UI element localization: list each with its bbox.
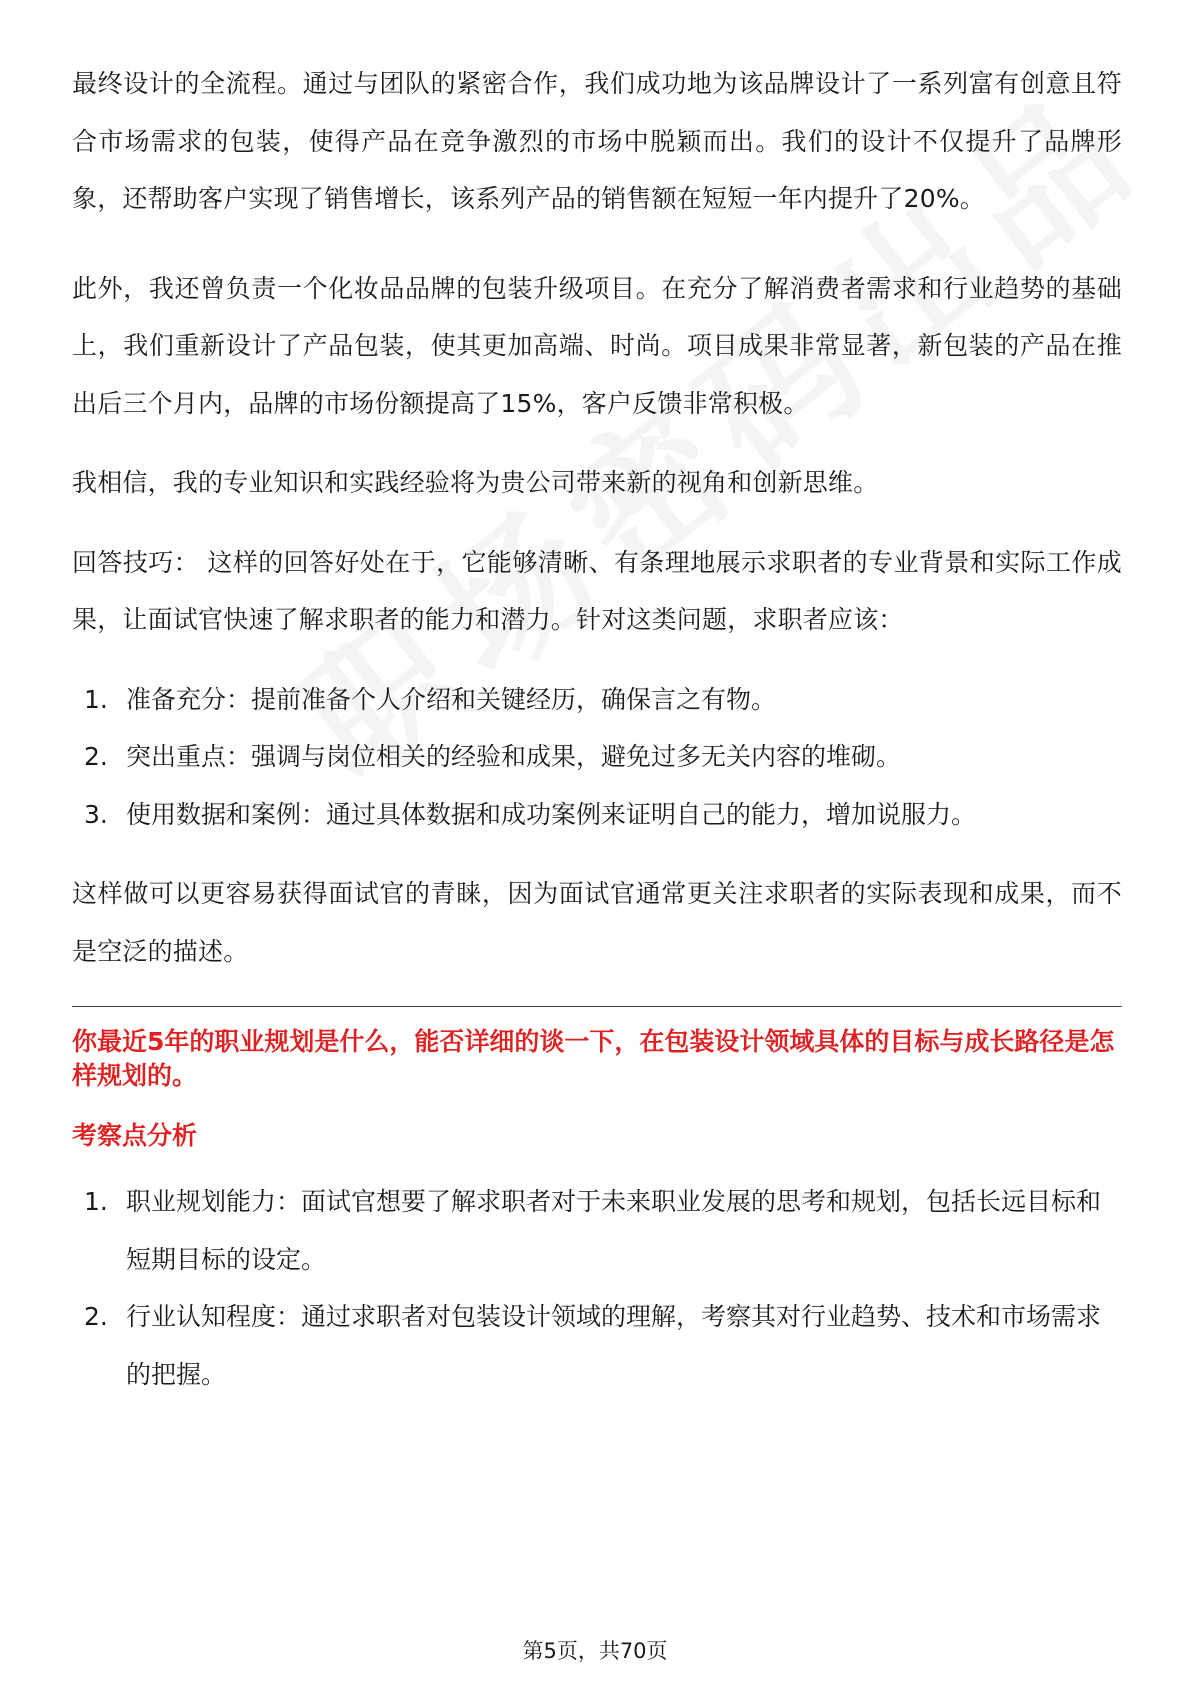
- list-item: [72, 671, 1122, 729]
- list-item: [72, 786, 1122, 844]
- analysis-list: [72, 1173, 1122, 1403]
- paragraph-design-results: 最终设计的全流程。通过与团队的紧密合作，我们成功地为该品牌设计了一系列富有创意且符合市场需求的包装，使得产品在竞争激烈的市场中脱颖而出。我们的设计不仅提升了品牌形象，还帮助客户实现了销售增长，该系列产品的销售额在短短一年内提升了20%。: [72, 69, 1122, 213]
- paragraph-closing-statement: 我相信，我的专业知识和实践经验将为贵公司带来新的视角和创新思维。: [72, 468, 879, 497]
- page-number: 第5页，共70页: [522, 1639, 668, 1663]
- list-item-number: 2.: [84, 1302, 108, 1331]
- list-item-number: 2.: [84, 742, 108, 771]
- tips-list: [72, 671, 1122, 844]
- section-divider: [72, 1006, 1122, 1007]
- list-item-text: 行业认知程度：通过求职者对包装设计领域的理解，考察其对行业趋势、技术和市场需求的把握。: [126, 1302, 1102, 1389]
- list-item-text: 职业规划能力：面试官想要了解求职者对于未来职业发展的思考和规划，包括长远目标和短期目标的设定。: [126, 1187, 1102, 1274]
- paragraph-summary: 这样做可以更容易获得面试官的青睐，因为面试官通常更关注求职者的实际表现和成果，而不是空泛的描述。: [72, 879, 1122, 966]
- list-item-number: 3.: [84, 799, 108, 829]
- list-item-number: 1.: [84, 684, 108, 714]
- list-item: [72, 1288, 1122, 1403]
- list-item-text: 使用数据和案例：通过具体数据和成功案例来证明自己的能力，增加说服力。: [126, 799, 977, 829]
- list-item-number: 1.: [84, 1187, 108, 1216]
- section-title: 考察点分析: [72, 1121, 198, 1150]
- list-item-text: 准备充分：提前准备个人介绍和关键经历，确保言之有物。: [126, 684, 777, 714]
- page-content: [72, 55, 1122, 1403]
- list-item: [72, 728, 1122, 786]
- list-item-text: 突出重点：强调与岗位相关的经验和成果，避免过多无关内容的堆砌。: [126, 742, 902, 771]
- interview-question: 你最近5年的职业规划是什么，能否详细的谈一下，在包装设计领域具体的目标与成长路径是怎样规划的。: [72, 1027, 1115, 1090]
- paragraph-cosmetics-project: 此外，我还曾负责一个化妆品品牌的包装升级项目。在充分了解消费者需求和行业趋势的基础上，我们重新设计了产品包装，使其更加高端、时尚。项目成果非常显著，新包装的产品在推出后三个月内，品牌的市场份额提高了15%，客户反馈非常积极。: [72, 273, 1122, 418]
- list-item: [72, 1173, 1122, 1288]
- paragraph-answer-tips: 回答技巧： 这样的回答好处在于，它能够清晰、有条理地展示求职者的专业背景和实际工作成果，让面试官快速了解求职者的能力和潜力。针对这类问题，求职者应该：: [72, 547, 1122, 634]
